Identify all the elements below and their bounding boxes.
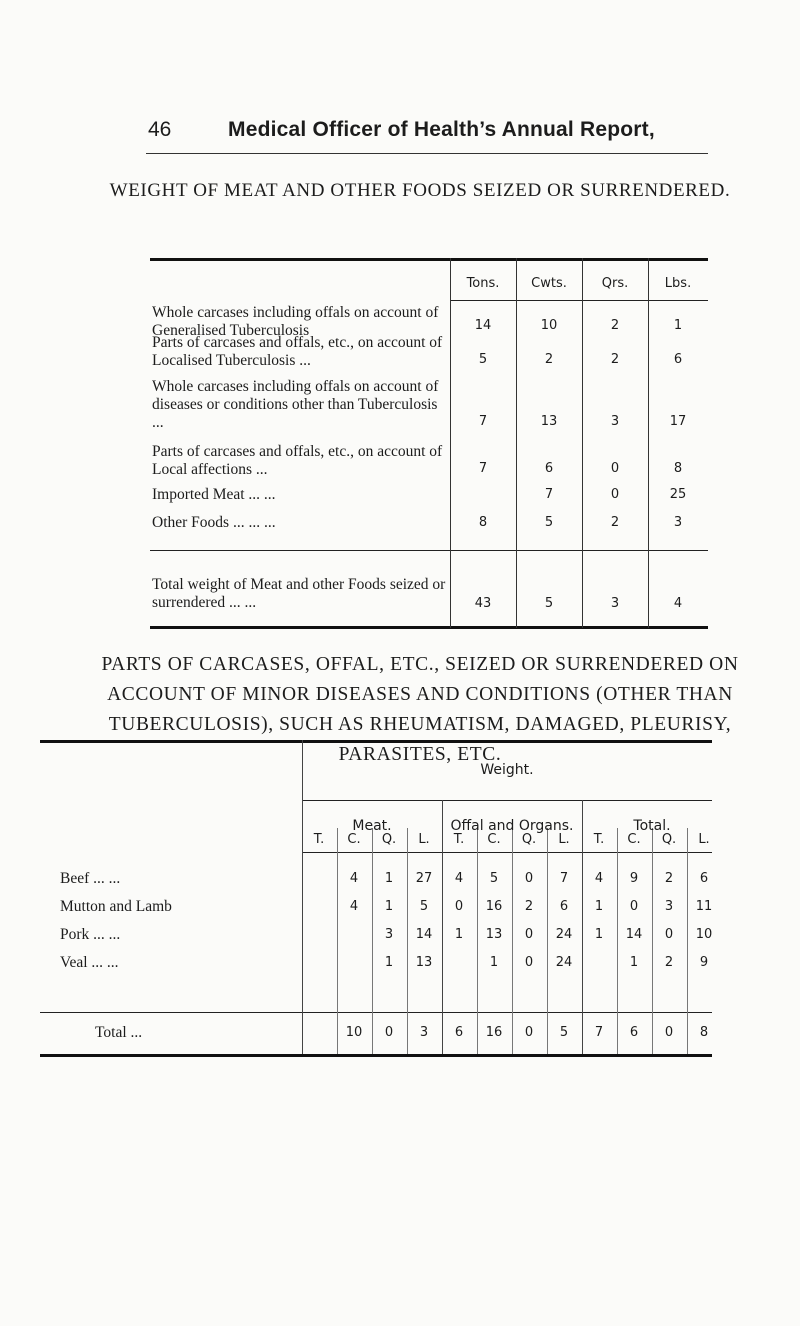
column-divider <box>302 740 303 1054</box>
subcolumn-header: T. <box>453 832 465 847</box>
subcolumn-header: L. <box>698 832 710 847</box>
cell-value: 5 <box>489 871 499 886</box>
cell-value: 16 <box>485 899 503 914</box>
total-value: 6 <box>629 1025 639 1040</box>
cell-value: 27 <box>415 871 433 886</box>
cell-value: 14 <box>415 927 433 942</box>
cell-value: 3 <box>664 899 674 914</box>
total-value: 0 <box>664 1025 674 1040</box>
cell-value: 6 <box>699 871 709 886</box>
group-header: Meat. <box>352 818 392 834</box>
total-value: 3 <box>419 1025 429 1040</box>
subcolumn-header: L. <box>418 832 430 847</box>
cell-value: 1 <box>629 955 639 970</box>
cell-value: 0 <box>629 899 639 914</box>
cell-value: 2 <box>664 955 674 970</box>
subcolumn-header: Q. <box>381 832 397 847</box>
subcolumn-header: L. <box>558 832 570 847</box>
total-value: 7 <box>594 1025 604 1040</box>
total-value: 6 <box>454 1025 464 1040</box>
cell-value: 13 <box>415 955 433 970</box>
cell-value: 1 <box>384 871 394 886</box>
cell-value: 0 <box>524 955 534 970</box>
subcolumn-header: C. <box>627 832 641 847</box>
minor-diseases-table <box>40 740 712 1058</box>
subcolumn-header: T. <box>593 832 605 847</box>
cell-value: 8 <box>478 515 488 530</box>
section2-heading: PARTS OF CARCASES, OFFAL, ETC., SEIZED OR SURRENDERED ON ACCOUNT OF MINOR DISEASES AND CONDITIONS (OTHER THAN TUBERCULOSIS), SUCH AS RHEUMATISM, DAMAGED, PLEURISY, PARASITES, ETC. <box>101 654 739 765</box>
col-qrs: Qrs. <box>601 276 629 291</box>
group-rule <box>302 800 712 801</box>
cell-value: 6 <box>559 899 569 914</box>
total-value: 3 <box>610 596 620 611</box>
cell-value: 2 <box>664 871 674 886</box>
cell-value: 3 <box>673 515 683 530</box>
subcolumn-header: C. <box>347 832 361 847</box>
cell-value: 0 <box>524 871 534 886</box>
row-label: Whole carcases including offals on account of diseases or conditions other than Tuberculosis ... <box>152 378 439 431</box>
row-label: Beef ... ... <box>60 870 121 887</box>
cell-value: 0 <box>524 927 534 942</box>
row-label: Veal ... ... <box>60 954 119 971</box>
cell-value: 5 <box>419 899 429 914</box>
total-value: 43 <box>474 596 492 611</box>
cell-value: 11 <box>695 899 713 914</box>
total-value: 8 <box>699 1025 709 1040</box>
cell-value: 10 <box>695 927 713 942</box>
cell-value: 2 <box>610 515 620 530</box>
cell-value: 4 <box>349 871 359 886</box>
total-value: 5 <box>559 1025 569 1040</box>
cell-value: 4 <box>594 871 604 886</box>
cell-value: 24 <box>555 955 573 970</box>
cell-value: 13 <box>485 927 503 942</box>
row-label: Parts of carcases and offals, etc., on account of Localised Tuberculosis ... <box>152 334 443 369</box>
subcol-rule <box>302 852 712 853</box>
row-label: Imported Meat ... ... <box>152 486 276 503</box>
row-label: Pork ... ... <box>60 926 121 943</box>
weight-header: Weight. <box>480 762 534 778</box>
total-value: 0 <box>524 1025 534 1040</box>
subcolumn-header: C. <box>487 832 501 847</box>
cell-value: 3 <box>384 927 394 942</box>
total-value: 16 <box>485 1025 503 1040</box>
cell-value: 5 <box>544 515 554 530</box>
subcolumn-header: T. <box>313 832 325 847</box>
row-label: Parts of carcases and offals, etc., on account of Local affections ... <box>152 443 443 478</box>
cell-value: 0 <box>454 899 464 914</box>
running-title: Medical Officer of Health’s Annual Report, <box>228 118 655 141</box>
cell-value: 7 <box>559 871 569 886</box>
cell-value: 24 <box>555 927 573 942</box>
subcolumn-header: Q. <box>661 832 677 847</box>
col-lbs: Lbs. <box>664 276 692 291</box>
total-label: Total weight of Meat and other Foods seized or surrendered ... ... <box>152 576 446 611</box>
subcolumn-header: Q. <box>521 832 537 847</box>
weight-seized-table: Tons. Cwts. Qrs. Lbs. Whole carcases including offals on account of Generalised Tuberculosis 14 10 2 1 Parts of carcases and offals, etc., on account of Localised Tuberculosis ... 5 2 2 6 Whole carcases including offals on account of diseases or conditions other than Tuberculosis ... 7 13 3 17 Parts of carcases and offals, etc., on account of Local affections ... 7 6 0 8 Imported Meat ... ... 7 0 25 Total weight of Meat and other Foods seized or surrendered ... ... 43 5 3 4 Other Foods ... ... ... 8 5 2 3 <box>150 258 708 628</box>
col-tons: Tons. <box>466 276 500 291</box>
total-value: 5 <box>544 596 554 611</box>
cell-value: 1 <box>384 899 394 914</box>
cell-value: 4 <box>454 871 464 886</box>
total-value: 10 <box>345 1025 363 1040</box>
cell-value: 9 <box>699 955 709 970</box>
column-divider <box>337 828 338 1054</box>
total-label: Total ... <box>95 1024 143 1041</box>
row-label: Other Foods ... ... ... <box>152 514 276 531</box>
row-label: Mutton and Lamb <box>60 898 172 915</box>
group-header: Offal and Organs. <box>450 818 574 834</box>
header-rule <box>146 153 708 154</box>
cell-value: 9 <box>629 871 639 886</box>
col-cwts: Cwts. <box>531 276 567 291</box>
page-number: 46 <box>148 118 172 141</box>
cell-value: 1 <box>594 927 604 942</box>
cell-value: 1 <box>489 955 499 970</box>
cell-value: 1 <box>454 927 464 942</box>
cell-value: 14 <box>625 927 643 942</box>
table-bottom-rule <box>150 626 708 629</box>
total-rule <box>40 1012 712 1013</box>
total-value: 4 <box>673 596 683 611</box>
cell-value: 1 <box>594 899 604 914</box>
total-separator-rule <box>150 550 708 551</box>
cell-value: 4 <box>349 899 359 914</box>
group-header: Total. <box>633 818 671 834</box>
cell-value: 2 <box>524 899 534 914</box>
cell-value: 1 <box>384 955 394 970</box>
cell-value: 0 <box>664 927 674 942</box>
table-bottom-rule <box>40 1054 712 1057</box>
table-top-rule <box>40 740 712 743</box>
row-label: Whole carcases including offals on account of Generalised Tuberculosis <box>152 304 439 339</box>
column-head-rule <box>450 300 708 301</box>
section1-heading: WEIGHT OF MEAT AND OTHER FOODS SEIZED OR SURRENDERED. <box>109 180 731 201</box>
table-top-rule <box>150 258 708 261</box>
total-value: 0 <box>384 1025 394 1040</box>
